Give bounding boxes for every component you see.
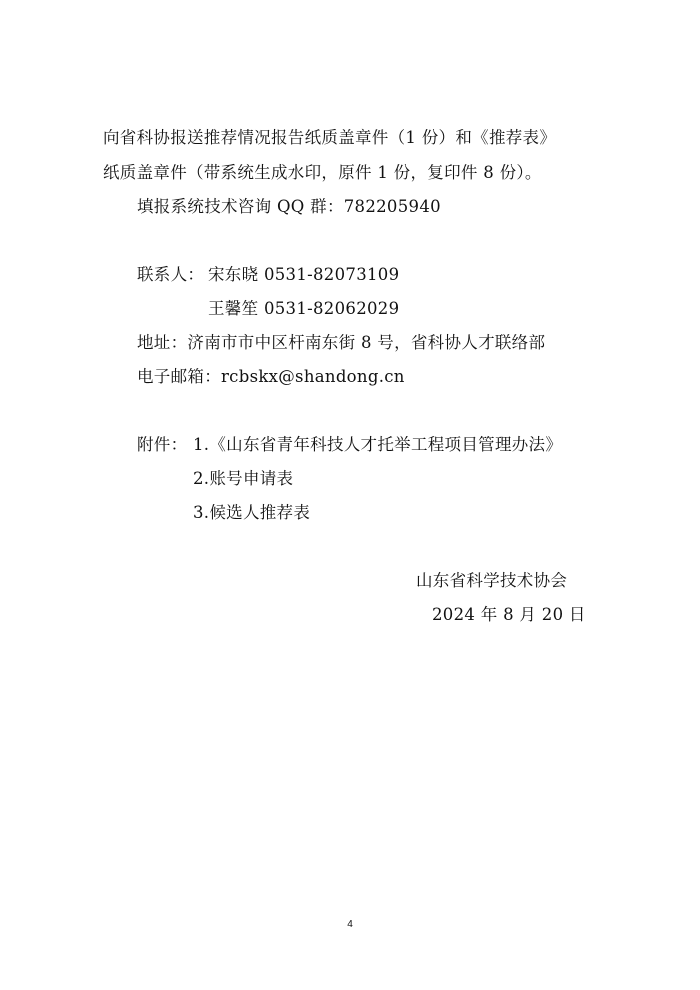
signature-date: 2024 年 8 月 20 日 <box>432 605 586 624</box>
contact-label: 联系人： <box>137 265 205 284</box>
tech-support-line: 填报系统技术咨询 QQ 群：782205940 <box>137 197 441 216</box>
email-line: 电子邮箱：rcbskx@shandong.cn <box>137 367 405 386</box>
signature-org: 山东省科学技术协会 <box>416 571 568 590</box>
paragraph-line: 向省科协报送推荐情况报告纸质盖章件（1 份）和《推荐表》 <box>103 128 557 147</box>
address-line: 地址：济南市市中区杆南东街 8 号，省科协人才联络部 <box>137 333 546 352</box>
contact-person: 王馨笙 0531-82062029 <box>208 299 400 318</box>
page-number: 4 <box>347 919 353 930</box>
attachments-label: 附件： <box>137 435 188 454</box>
attachment-item: 2.账号申请表 <box>193 469 294 488</box>
attachment-item: 1.《山东省青年科技人才托举工程项目管理办法》 <box>193 435 563 454</box>
attachment-item: 3.候选人推荐表 <box>193 503 311 522</box>
contact-person: 宋东晓 0531-82073109 <box>208 265 400 284</box>
paragraph-line: 纸质盖章件（带系统生成水印，原件 1 份，复印件 8 份）。 <box>103 163 542 182</box>
